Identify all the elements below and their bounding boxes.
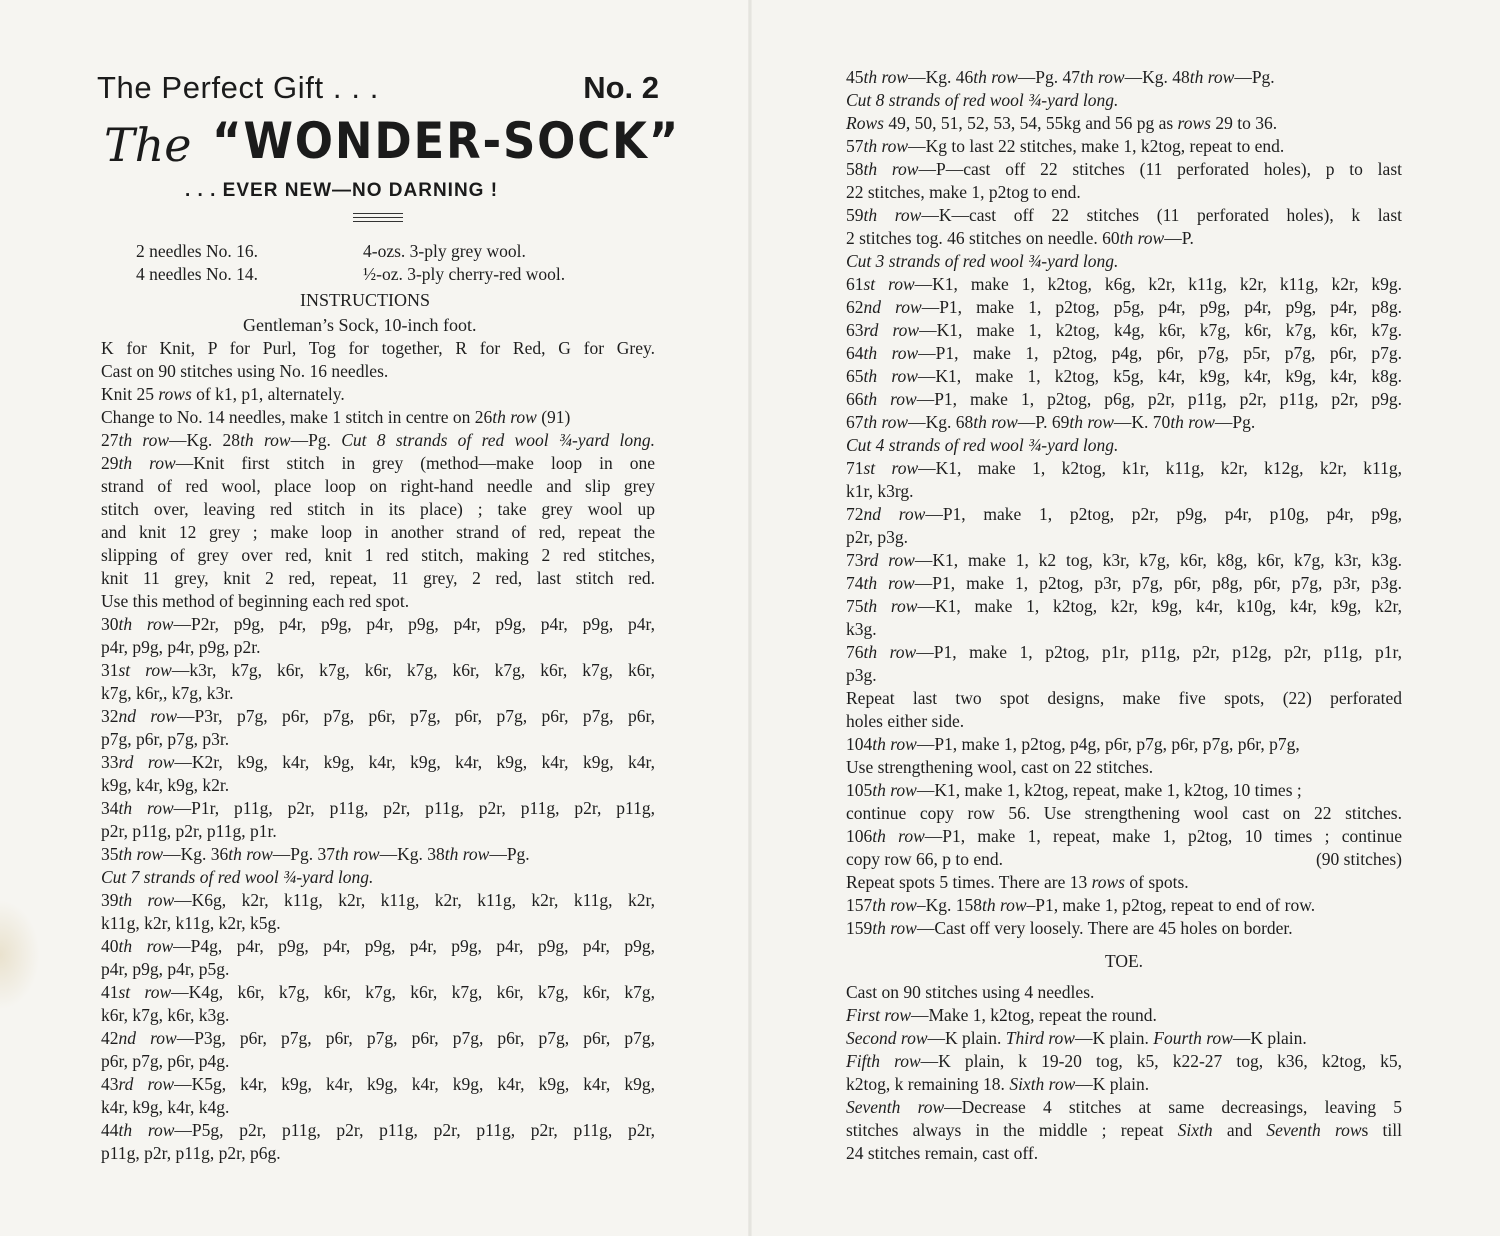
pattern-line: slipping of grey over red, knit 1 red stitch, making 2 red stitches, [101,545,655,565]
pattern-line: p7g, p6r, p7g, p3r. [101,729,230,749]
pattern-line: k4r, k9g, k4r, k4g. [101,1097,230,1117]
pattern-line: k11g, k2r, k11g, k2r, k5g. [101,913,281,933]
pattern-line: k1r, k3rg. [846,481,914,501]
pattern-line: 66th row—P1, make 1, p2tog, p6g, p2r, p11g, p2r, p11g, p2r, p9g. [846,389,1402,409]
pattern-line: 63rd row—K1, make 1, k2tog, k4g, k6r, k7g, k6r, k7g, k6r, k7g. [846,320,1403,340]
pattern-line: 76th row—P1, make 1, p2tog, p1r, p11g, p2r, p12g, p2r, p11g, p1r, [846,642,1402,662]
pattern-line: k9g, k4r, k9g, k2r. [101,775,230,795]
pattern-line: 2 stitches tog. 46 stitches on needle. 60th row—P. [846,228,1194,248]
pattern-line: p4r, p9g, p4r, p9g, p2r. [101,637,261,657]
wool-list [363,240,565,286]
instructions-heading: INSTRUCTIONS [300,290,431,310]
pattern-line: 34th row—P1r, p11g, p2r, p11g, p2r, p11g, p2r, p11g, p2r, p11g, [101,798,656,818]
subtitle: Gentleman’s Sock, 10-inch foot. [243,315,477,335]
pattern-line: 59th row—K—cast off 22 stitches (11 perforated holes), k last [846,205,1402,225]
pattern-line-text: copy row 66, p to end. [846,849,1003,869]
pattern-line: 58th row—P—cast off 22 stitches (11 perforated holes), p to last [846,159,1402,179]
left-instructions [101,337,655,1165]
pattern-line: p11g, p2r, p11g, p2r, p6g. [101,1143,281,1163]
pattern-line: 22 stitches, make 1, p2tog to end. [846,182,1081,202]
pattern-line: 42nd row—P3g, p6r, p7g, p6r, p7g, p6r, p7g, p6r, p7g, p6r, p7g, [101,1028,655,1048]
pattern-line: knit 11 grey, knit 2 red, repeat, 11 grey, 2 red, last stitch red. [101,568,655,588]
pattern-line: 104th row—P1, make 1, p2tog, p4g, p6r, p7g, p6r, p7g, p6r, p7g, [846,734,1300,754]
pattern-line: Knit 25 rows of k1, p1, alternately. [101,384,345,404]
pattern-line: and knit 12 grey ; make loop in another strand of red, repeat the [101,522,655,542]
toe-line: Seventh row—Decrease 4 stitches at same decreasings, leaving 5 [846,1097,1402,1117]
pattern-line: Use strengthening wool, cast on 22 stitches. [846,757,1154,777]
tagline: . . . EVER NEW—NO DARNING ! [185,180,499,201]
pattern-line: 40th row—P4g, p4r, p9g, p4r, p9g, p4r, p9g, p4r, p9g, p4r, p9g, [101,936,655,956]
right-instructions [846,66,1402,1165]
pattern-line: Use this method of beginning each red spot. [101,591,410,611]
toe-line: stitches always in the middle ; repeat Sixth and Seventh rows till [846,1120,1403,1140]
pattern-line: Change to No. 14 needles, make 1 stitch in centre on 26th row (91) [101,407,571,427]
page-fold [748,0,752,1236]
pattern-line: p2r, p3g. [846,527,909,547]
toe-line: Cast on 90 stitches using 4 needles. [846,982,1095,1002]
pattern-line: p3g. [846,665,877,685]
toe-heading: TOE. [1104,951,1144,971]
toe-line: k2tog, k remaining 18. Sixth row—K plain. [846,1074,1150,1094]
pattern-line: 57th row—Kg to last 22 stitches, make 1, k2tog, repeat to end. [846,136,1285,156]
header-line [97,70,659,110]
pattern-line: 33rd row—K2r, k9g, k4r, k9g, k4r, k9g, k4r, k9g, k4r, k9g, k4r, [101,752,655,772]
pattern-line: strand of red wool, place loop on right-hand needle and slip grey [101,476,655,496]
pattern-line: continue copy row 56. Use strengthening wool cast on 22 stitches. [846,803,1402,823]
gift-heading: The Perfect Gift . . . [97,70,379,105]
pattern-line: 31st row—k3r, k7g, k6r, k7g, k6r, k7g, k6r, k7g, k6r, k7g, k6r, [101,660,655,680]
pattern-line: Cut 8 strands of red wool ¾-yard long. [846,90,1119,110]
double-rule [353,213,403,225]
pattern-line: p2r, p11g, p2r, p11g, p1r. [101,821,277,841]
pattern-line: 65th row—K1, make 1, k2tog, k5g, k4r, k9g, k4r, k9g, k4r, k8g. [846,366,1402,386]
toe-line: Fifth row—K plain, k 19-20 tog, k5, k22-27 tog, k36, k2tog, k5, [846,1051,1403,1071]
pattern-line: 105th row—K1, make 1, k2tog, repeat, make 1, k2tog, 10 times ; [846,780,1302,800]
pattern-line: 32nd row—P3r, p7g, p6r, p7g, p6r, p7g, p6r, p7g, p6r, p7g, p6r, [101,706,655,726]
pattern-line: Repeat last two spot designs, make five spots, (22) perforated [846,688,1402,708]
pattern-line: 73rd row—K1, make 1, k2 tog, k3r, k7g, k6r, k8g, k6r, k7g, k3r, k3g. [846,550,1402,570]
pattern-line: Cut 3 strands of red wool ¾-yard long. [846,251,1119,271]
paper-stain [0,900,40,1010]
pattern-line: 61st row—K1, make 1, k2tog, k6g, k2r, k11g, k2r, k11g, k2r, k9g. [846,274,1402,294]
pattern-line: Cut 7 strands of red wool ¾-yard long. [101,867,374,887]
pattern-line: p6r, p7g, p6r, p4g. [101,1051,230,1071]
pattern-line: 27th row—Kg. 28th row—Pg. Cut 8 strands of red wool ¾-yard long. [101,430,656,450]
pattern-line: holes either side. [846,711,965,731]
pattern-line: 43rd row—K5g, k4r, k9g, k4r, k9g, k4r, k9g, k4r, k9g, k4r, k9g, [101,1074,655,1094]
pattern-line: 62nd row—P1, make 1, p2tog, p5g, p4r, p9g, p4r, p9g, p4r, p8g. [846,297,1402,317]
stitch-count: (90 stitches) [1315,849,1402,869]
pattern-line: p4r, p9g, p4r, p5g. [101,959,230,979]
title-the: The [104,118,192,172]
pattern-line: 159th row—Cast off very loosely. There are 45 holes on border. [846,918,1293,938]
pattern-line: stitch over, leaving red stitch in its place) ; take grey wool up [101,499,655,519]
pattern-line: Repeat spots 5 times. There are 13 rows of spots. [846,872,1189,892]
title-wonder-sock: “WONDER-SOCK” [212,112,681,170]
pattern-line: 106th row—P1, make 1, repeat, make 1, p2tog, 10 times ; continue [846,826,1402,846]
pattern-line: K for Knit, P for Purl, Tog for together, R for Red, G for Grey. [101,338,655,358]
supply-item: ½-oz. 3-ply cherry-red wool. [363,264,566,284]
pattern-line: k7g, k6r,, k7g, k3r. [101,683,234,703]
supply-item: 2 needles No. 16. [136,241,258,261]
pattern-line: 64th row—P1, make 1, p2tog, p4g, p6r, p7g, p5r, p7g, p6r, p7g. [846,343,1402,363]
pattern-number: No. 2 [583,70,659,105]
pattern-line: Cut 4 strands of red wool ¾-yard long. [846,435,1119,455]
pattern-line: 71st row—K1, make 1, k2tog, k1r, k11g, k2r, k12g, k2r, k11g, [846,458,1402,478]
pattern-line: k3g. [846,619,877,639]
pattern-line: 39th row—K6g, k2r, k11g, k2r, k11g, k2r, k11g, k2r, k11g, k2r, [101,890,655,910]
pattern-line: 72nd row—P1, make 1, p2tog, p2r, p9g, p4r, p10g, p4r, p9g, [846,504,1403,524]
pattern-line: 30th row—P2r, p9g, p4r, p9g, p4r, p9g, p4r, p9g, p4r, p9g, p4r, [101,614,655,634]
pattern-line: 35th row—Kg. 36th row—Pg. 37th row—Kg. 38th row—Pg. [101,844,530,864]
toe-line: Second row—K plain. Third row—K plain. Fourth row—K plain. [846,1028,1307,1048]
supply-item: 4 needles No. 14. [136,264,258,284]
title [104,112,681,180]
toe-line: First row—Make 1, k2tog, repeat the round. [846,1005,1157,1025]
pattern-line [846,848,1402,871]
pattern-line: 29th row—Knit first stitch in grey (method—make loop in one [101,453,655,473]
pattern-line: Cast on 90 stitches using No. 16 needles. [101,361,389,381]
supply-item: 4-ozs. 3-ply grey wool. [363,241,526,261]
pattern-line: 67th row—Kg. 68th row—P. 69th row—K. 70th row—Pg. [846,412,1256,432]
toe-line: 24 stitches remain, cast off. [846,1143,1039,1163]
pattern-line: 157th row–Kg. 158th row–P1, make 1, p2tog, repeat to end of row. [846,895,1316,915]
pattern-line: 44th row—P5g, p2r, p11g, p2r, p11g, p2r, p11g, p2r, p11g, p2r, [101,1120,655,1140]
pattern-line: 74th row—P1, make 1, p2tog, p3r, p7g, p6r, p8g, p6r, p7g, p3r, p3g. [846,573,1403,593]
pattern-line: Rows 49, 50, 51, 52, 53, 54, 55kg and 56 pg as rows 29 to 36. [846,113,1278,133]
needles-list [136,240,258,286]
pattern-line: k6r, k7g, k6r, k3g. [101,1005,230,1025]
pattern-line: 75th row—K1, make 1, k2tog, k2r, k9g, k4r, k10g, k4r, k9g, k2r, [846,596,1402,616]
pattern-line: 41st row—K4g, k6r, k7g, k6r, k7g, k6r, k7g, k6r, k7g, k6r, k7g, [101,982,655,1002]
pattern-line: 45th row—Kg. 46th row—Pg. 47th row—Kg. 48th row—Pg. [846,67,1275,87]
